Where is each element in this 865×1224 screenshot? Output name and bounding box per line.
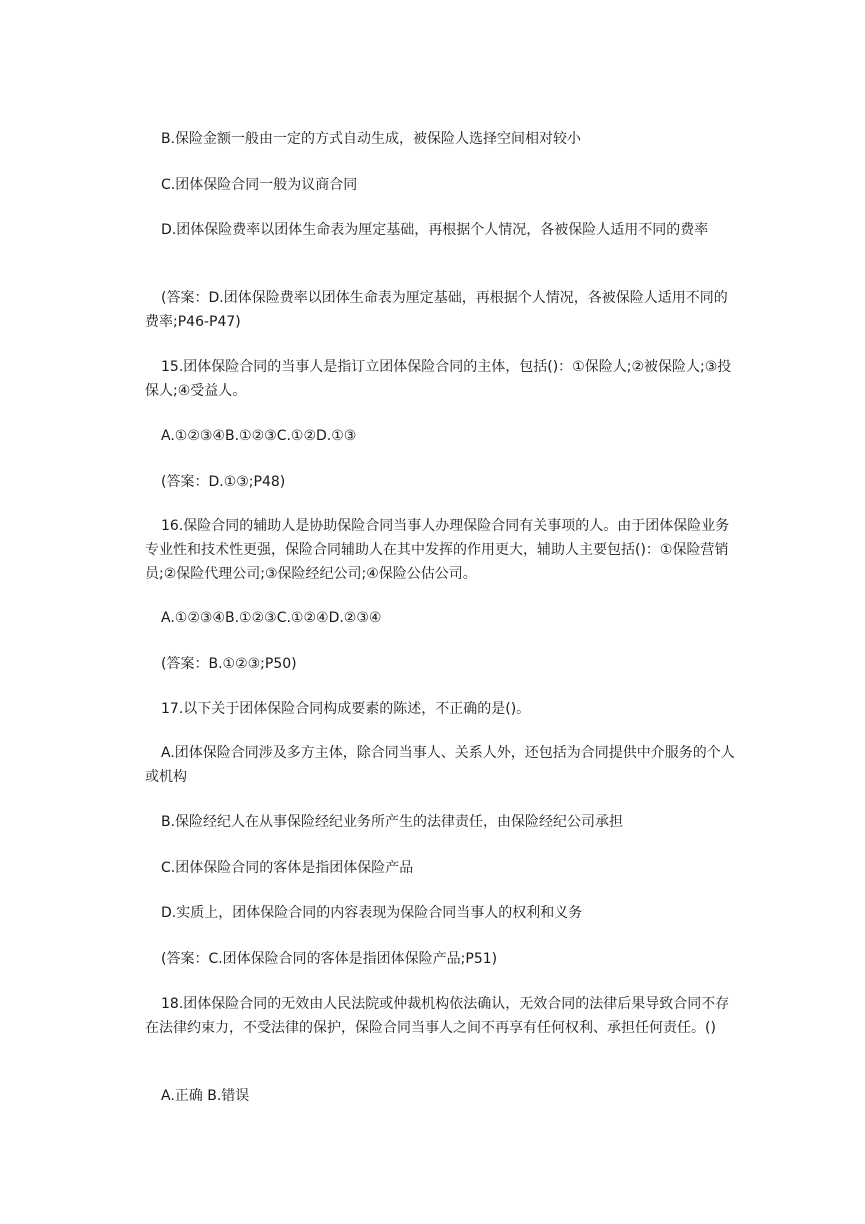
question-17-option-a: A.团体保险合同涉及多方主体，除合同当事人、关系人外，还包括为合同提供中介服务的个人或机构 bbox=[145, 745, 735, 785]
option-b-text: B.保险金额一般由一定的方式自动生成，被保险人选择空间相对较小 bbox=[161, 131, 582, 147]
question-18-options: A.正确 B.错误 bbox=[161, 1088, 250, 1104]
answer-16-text: (答案：B.①②③;P50) bbox=[161, 656, 297, 672]
question-16-options: A.①②③④B.①②③C.①②④D.②③④ bbox=[161, 610, 382, 626]
question-17-option-d: D.实质上，团体保险合同的内容表现为保险合同当事人的权利和义务 bbox=[161, 905, 583, 921]
question-15-options: A.①②③④B.①②③C.①②D.①③ bbox=[161, 428, 357, 444]
question-17-text: 17.以下关于团体保险合同构成要素的陈述，不正确的是()。 bbox=[161, 701, 531, 717]
option-d-text: D.团体保险费率以团体生命表为厘定基础，再根据个人情况，各被保险人适用不同的费率 bbox=[161, 222, 709, 238]
question-18-text: 18.团体保险合同的无效由人民法院或仲裁机构依法确认，无效合同的法律后果导致合同不存在法律约束力，不受法律的保护，保险合同当事人之间不再享有任何权利、承担任何责任。() bbox=[145, 996, 730, 1036]
option-c-text: C.团体保险合同一般为议商合同 bbox=[161, 177, 358, 193]
answer-14-text: (答案：D.团体保险费率以团体生命表为厘定基础，再根据个人情况，各被保险人适用不同的费率;P46-P47) bbox=[145, 290, 728, 330]
answer-17-text: (答案：C.团体保险合同的客体是指团体保险产品;P51) bbox=[161, 951, 498, 967]
answer-15-text: (答案：D.①③;P48) bbox=[161, 474, 286, 490]
question-17-option-c: C.团体保险合同的客体是指团体保险产品 bbox=[161, 860, 414, 876]
question-16-text: 16.保险合同的辅助人是协助保险合同当事人办理保险合同有关事项的人。由于团体保险业务专业性和技术性更强，保险合同辅助人在其中发挥的作用更大，辅助人主要包括()：①保险营销员;②保险代理公司;③保险经纪公司;④保险公估公司。 bbox=[145, 518, 730, 582]
question-17-option-b: B.保险经纪人在从事保险经纪业务所产生的法律责任，由保险经纪公司承担 bbox=[161, 814, 624, 830]
question-15-text: 15.团体保险合同的当事人是指订立团体保险合同的主体，包括()：①保险人;②被保险人;③投保人;④受益人。 bbox=[145, 359, 732, 399]
